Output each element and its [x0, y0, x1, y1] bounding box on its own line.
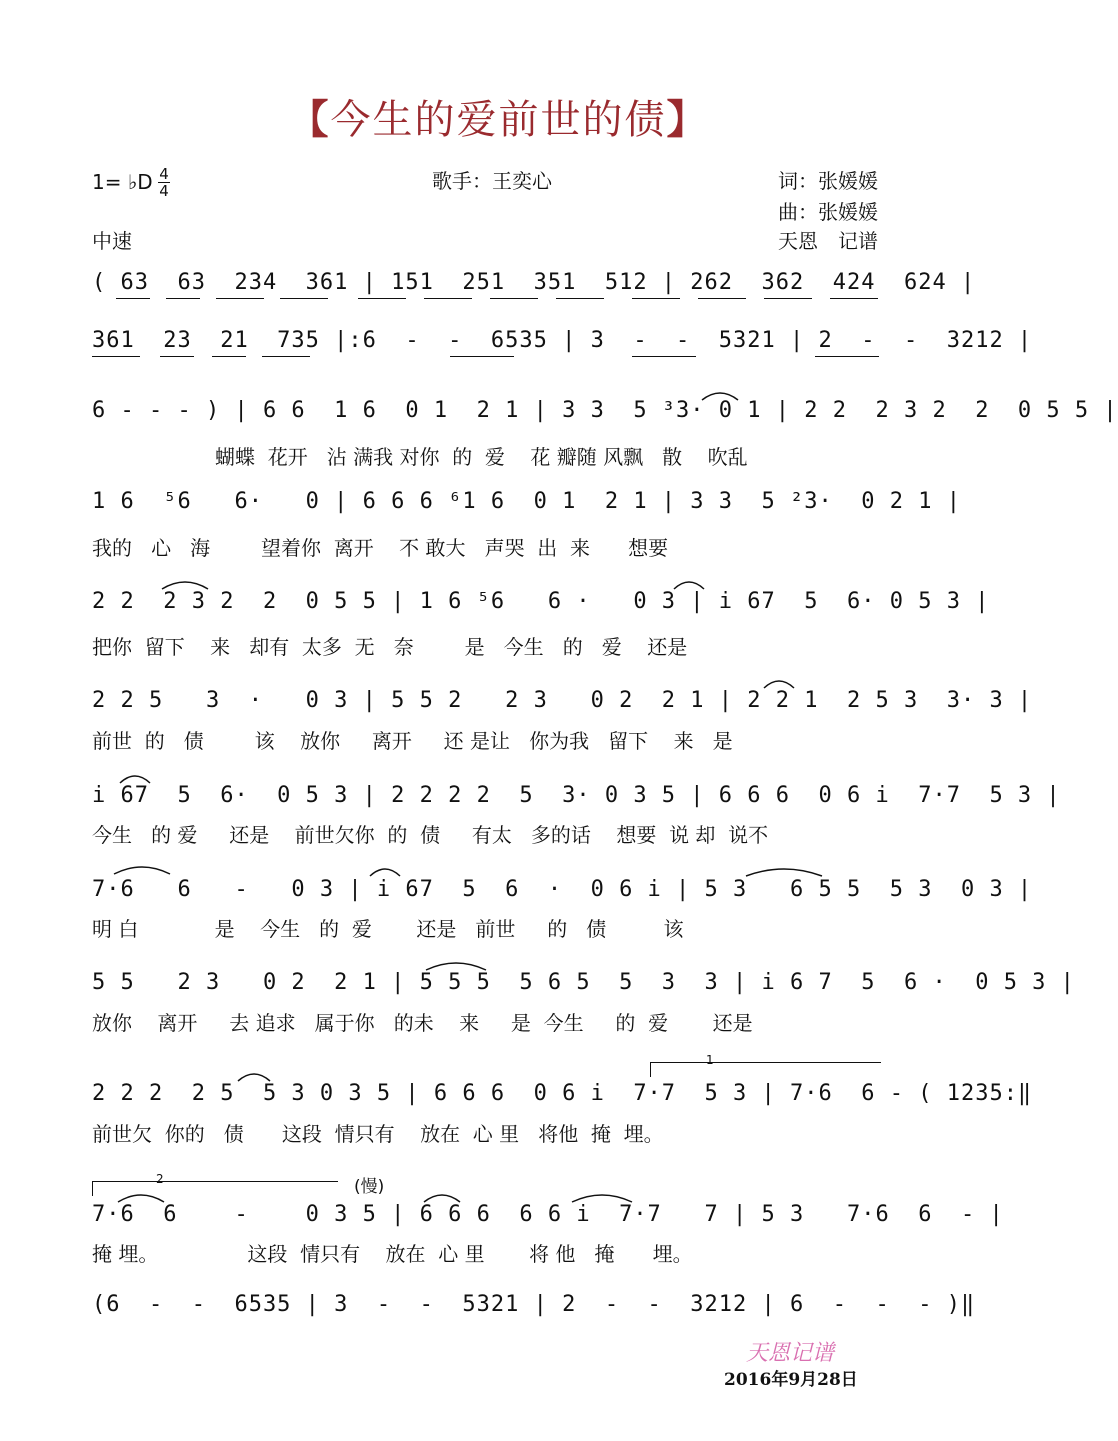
song-title: 【今生的爱前世的债】: [288, 97, 709, 143]
slur: [112, 862, 172, 876]
beam: [160, 356, 194, 357]
slow-marking: (慢): [354, 1177, 385, 1197]
lyrics-line-9: 放你 离开 去 追求 属于你 的未 来 是 今生 的 爱 还是: [92, 1011, 753, 1035]
score-line-9: 5 5 2 3 0 2 2 1 | 5 5 5 5 6 5 5 3 3 | i 6 7 5 6 · 0 5 3 |: [92, 970, 1075, 995]
lyrics-line-5: 把你 留下 来 却有 太多 无 奈 是 今生 的 爱 还是: [92, 635, 688, 659]
volta-2-label: 2: [156, 1172, 164, 1186]
slur: [368, 864, 402, 878]
beam: [490, 298, 538, 299]
composer: 曲：张媛媛: [778, 200, 878, 224]
beam: [166, 298, 200, 299]
slur: [422, 1190, 462, 1204]
beam: [116, 298, 150, 299]
score-line-1: ( 63 63 234 361 | 151 251 351 512 | 262 362 424 624 |: [92, 270, 976, 295]
time-signature: 4 4: [159, 165, 169, 200]
slur: [116, 1190, 166, 1204]
transcription-date: 2016年9月28日: [724, 1370, 858, 1390]
score-line-2: 361 23 21 735 |:6 - - 6535 | 3 - - 5321 | 2 - - 3212 |: [92, 328, 1033, 353]
beam: [556, 298, 604, 299]
score-line-6: 2 2 5 3 · 0 3 | 5 5 2 2 3 0 2 2 1 | 2 2 1 2 5 3 3· 3 |: [92, 688, 1033, 713]
beam: [92, 356, 140, 357]
beam: [632, 356, 696, 357]
volta-bracket-1: [650, 1062, 881, 1077]
score-line-12: (6 - - 6535 | 3 - - 5321 | 2 - - 3212 | 6 - - - )‖: [92, 1292, 976, 1317]
beam: [212, 356, 246, 357]
score-line-8: 7·6 6 - 0 3 | i 67 5 6 · 0 6 i | 5 3 6 5 5 5 3 0 3 |: [92, 877, 1033, 902]
score-line-11: 7·6 6 - 0 3 5 | 6 6 6 6 6 i 7·7 7 | 5 3 7·6 6 - |: [92, 1202, 1004, 1227]
beam: [424, 298, 472, 299]
lyrics-line-6: 前世 的 债 该 放你 离开 还 是让 你为我 留下 来 是: [92, 729, 733, 753]
transcriber: 天恩 记谱: [778, 229, 878, 253]
key-signature: 1= ♭D: [92, 170, 153, 194]
slur: [744, 864, 824, 878]
lyricist: 词：张媛媛: [778, 169, 878, 193]
beam: [830, 298, 878, 299]
slur: [236, 1069, 272, 1083]
lyrics-line-4: 我的 心 海 望着你 离开 不 敢大 声哭 出 来 想要: [92, 536, 669, 560]
tempo: 中速: [92, 229, 132, 253]
score-line-5: 2 2 2 3 2 2 0 5 5 | 1 6 ⁵6 6 · 0 3 | i 67 5 6· 0 5 3 |: [92, 589, 990, 614]
beam: [216, 298, 264, 299]
slur: [672, 577, 706, 591]
beam: [358, 298, 406, 299]
beam: [450, 356, 514, 357]
beam: [764, 298, 812, 299]
beam: [815, 356, 879, 357]
singer: 歌手：王奕心: [432, 169, 552, 193]
lyrics-line-7: 今生 的 爱 还是 前世欠你 的 债 有太 多的话 想要 说 却 说不: [92, 823, 769, 847]
lyrics-line-10: 前世欠 你的 债 这段 情只有 放在 心 里 将他 掩 埋。: [92, 1122, 664, 1146]
score-line-10: 2 2 2 2 5 5 3 0 3 5 | 6 6 6 0 6 i 7·7 5 3 | 7·6 6 - ( 1235:‖: [92, 1081, 1033, 1106]
slur: [570, 1190, 634, 1204]
score-line-7: i 67 5 6· 0 5 3 | 2 2 2 2 5 3· 0 3 5 | 6 6 6 0 6 i 7·7 5 3 |: [92, 783, 1061, 808]
beam: [698, 298, 746, 299]
slur: [762, 676, 796, 690]
transcriber-stamp: 天恩记谱: [746, 1341, 835, 1366]
slur: [160, 577, 210, 591]
slur: [118, 771, 152, 785]
lyrics-line-11: 掩 埋。 这段 情只有 放在 心 里 将 他 掩 埋。: [92, 1242, 693, 1266]
beam: [262, 356, 310, 357]
score-line-4: 1 6 ⁵6 6· 0 | 6 6 6 ⁶1 6 0 1 2 1 | 3 3 5 ²3· 0 2 1 |: [92, 489, 961, 514]
volta-1-label: 1: [706, 1053, 714, 1067]
lyrics-line-3: 蝴蝶 花开 沾 满我 对你 的 爱 花 瓣随 风飘 散 吹乱: [215, 445, 748, 469]
lyrics-line-8: 明 白 是 今生 的 爱 还是 前世 的 债 该: [92, 917, 684, 941]
score-line-3: 6 - - - ) | 6 6 1 6 0 1 2 1 | 3 3 5 ³3· 0 1 | 2 2 2 3 2 2 0 5 5 |: [92, 398, 1118, 423]
title-text: 今生的爱前世的债: [330, 97, 667, 143]
slur: [700, 388, 740, 402]
slur: [424, 958, 488, 972]
beam: [632, 298, 680, 299]
beam: [280, 298, 328, 299]
